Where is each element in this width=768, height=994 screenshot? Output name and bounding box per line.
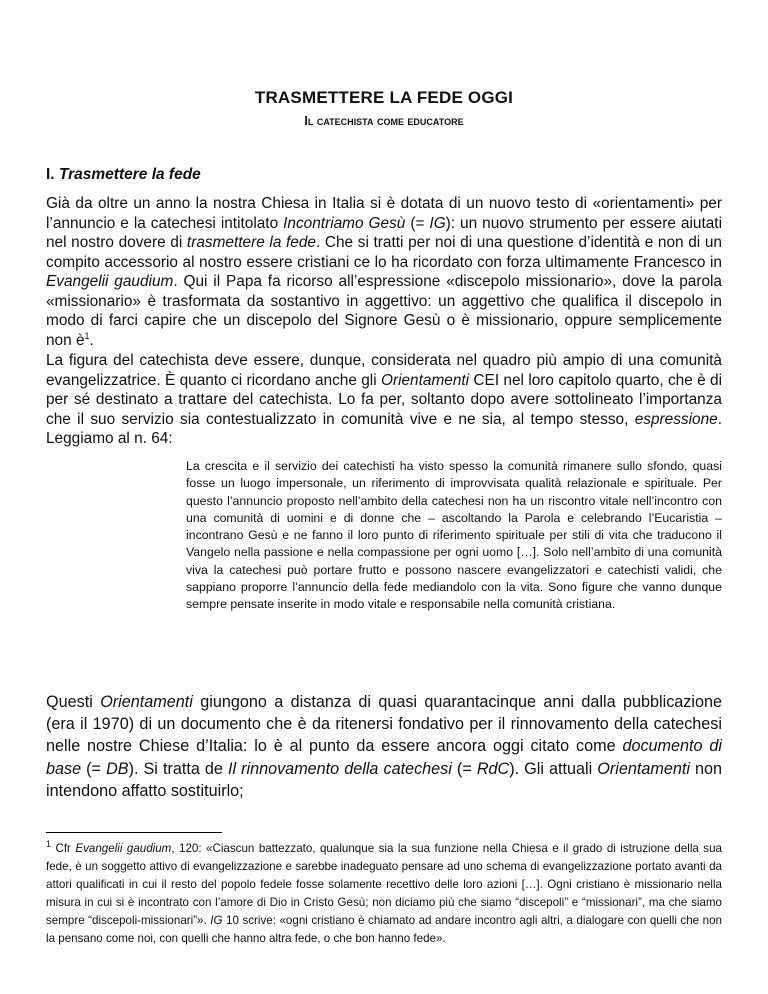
text-run: , 120: «Ciascun battezzato, qualunque sia la sua funzione nella Chiesa e il grado di istruzione della sua fede, è un soggetto attivo di evangelizzazione e sarebbe inadeguato pensare ad uno schema di evangelizzazione portato avanti da attori qualificati in cui il resto del popolo fedele fosse solamente recettivo delle loro azioni […]. Ogni cristiano è missionario nella misura in cui si è incontrato con l’amore di Dio in Cristo Gesù; non diciamo più che siamo “discepoli” e “missionari”, ma che siamo sempre “discepoli-missionari”». bbox=[46, 842, 723, 927]
footnote-reference[interactable]: 1 bbox=[84, 330, 90, 341]
italic-run: IG bbox=[210, 914, 223, 927]
section-title: Trasmettere la fede bbox=[58, 166, 201, 183]
italic-run: Il rinnovamento della catechesi bbox=[227, 759, 452, 778]
text-run: . Che si tratti per noi di una questione d’identità e non di un compito accessorio al nostro essere cristiani ce lo ha ricordato con forza ultimamente Francesco in bbox=[46, 234, 722, 271]
text-run: ). Si tratta de bbox=[128, 759, 228, 778]
italic-run: Orientamenti bbox=[597, 759, 690, 778]
italic-run: Evangelii gaudium bbox=[75, 842, 172, 855]
text-run: (= bbox=[81, 759, 107, 778]
text-run: ). Gli attuali bbox=[509, 759, 598, 778]
text-run: giungono a distanza di quasi quarantacinque anni dalla pubblicazione (era il 1970) di un documento che è da ritenersi fondativo per il rinnovamento della catechesi nelle nostre Chiese d’Italia: lo è al punto da essere ancora oggi citato come bbox=[46, 693, 722, 756]
paragraph-2 bbox=[46, 351, 722, 449]
paragraph-1 bbox=[46, 194, 722, 350]
block-quote: La crescita e il servizio dei catechisti ha visto spesso la comunità rimanere sullo sfondo, quasi fosse un luogo impersonale, un riferimento di improvvisata qualità relazionale e spirituale. Per questo l’annuncio proposto nell’ambito della catechesi non ha un riscontro vitale nell’incontro con una comunità di uomini e di donne che – ascoltando la Parola e celebrando l’Eucaristia – incontrano Gesù e ne fanno il loro punto di riferimento spirituale per stili di vita che traducono il Vangelo nella passione e nella compassione per ogni uomo […]. Solo nell’ambito di una comunità viva la catechesi può portare frutto e possono nascere evangelizzatori e catechisti validi, che sappiano proporre l’annuncio della fede mediandolo con la vita. Sono figure che vanno dunque sempre pensate inserite in modo vitale e responsabile nella comunità cristiana. bbox=[186, 459, 722, 612]
text-run: La figura del catechista deve essere, dunque, considerata nel quadro più ampio di una comunità evangelizzatrice. È quanto ci ricordano anche gli bbox=[46, 352, 722, 389]
italic-run: documento di base bbox=[46, 737, 722, 778]
italic-run: espressione bbox=[634, 410, 718, 428]
italic-run: Orientamenti bbox=[380, 371, 470, 389]
footnote-marker: 1 bbox=[46, 839, 52, 850]
paragraph-3 bbox=[46, 691, 722, 802]
text-run: (= bbox=[405, 214, 430, 232]
text-run: Questi bbox=[46, 693, 101, 711]
italic-run: RdC bbox=[476, 759, 510, 778]
page-title: TRASMETTERE LA FEDE OGGI bbox=[254, 88, 514, 107]
section-number: I. bbox=[46, 166, 55, 183]
text-run: ): un nuovo strumento per essere aiutati nel nostro dovere di bbox=[46, 214, 722, 251]
italic-run: Incontriamo Gesù bbox=[283, 214, 406, 232]
text-run: 10 scrive: «ogni cristiano è chiamato ad andare incontro agli altri, a dialogare con quelli che non la pensano come noi, con quelli che hanno altra fede, o che bon hanno fede». bbox=[46, 914, 722, 945]
footnote-separator bbox=[46, 832, 222, 833]
italic-run: Evangelii gaudium bbox=[46, 273, 174, 290]
italic-run: IG bbox=[429, 214, 446, 232]
italic-run: Orientamenti bbox=[100, 693, 193, 711]
text-run: Cfr bbox=[51, 842, 76, 855]
text-run: (= bbox=[451, 759, 477, 778]
italic-run: DB bbox=[106, 759, 129, 778]
italic-run: trasmettere la fede bbox=[186, 234, 316, 251]
text-run: CEI nel loro capitolo quarto, che è di per sé destinato a trattare del catechista. Lo fa per, soltanto dopo avere sottolineato l’importanza che il suo servizio sia contestualizzato in comunità vive e ne sia, al tempo stesso, bbox=[46, 371, 723, 428]
text-run: Già da oltre un anno la nostra Chiesa in Italia si è dotata di un nuovo testo di «orientamenti» per l’annuncio e la catechesi intitolato bbox=[46, 195, 722, 232]
section-heading bbox=[46, 166, 201, 184]
text-run: . bbox=[89, 331, 94, 349]
text-run: . Leggiamo al n. 64: bbox=[46, 410, 722, 447]
page-subtitle: Il catechista come educatore bbox=[304, 114, 464, 128]
text-run: . Qui il Papa fa ricorso all’espressione «discepolo missionario», dove la parola «missionario» è trasformata da sostantivo in aggettivo: un aggettivo che qualifica il discepolo in modo di farci capire che un discepolo del Signore Gesù o è missionario, oppure semplicemente non è bbox=[46, 273, 722, 349]
text-run: non intendono affatto sostituirlo; bbox=[46, 759, 722, 800]
footnote-1 bbox=[46, 840, 722, 948]
